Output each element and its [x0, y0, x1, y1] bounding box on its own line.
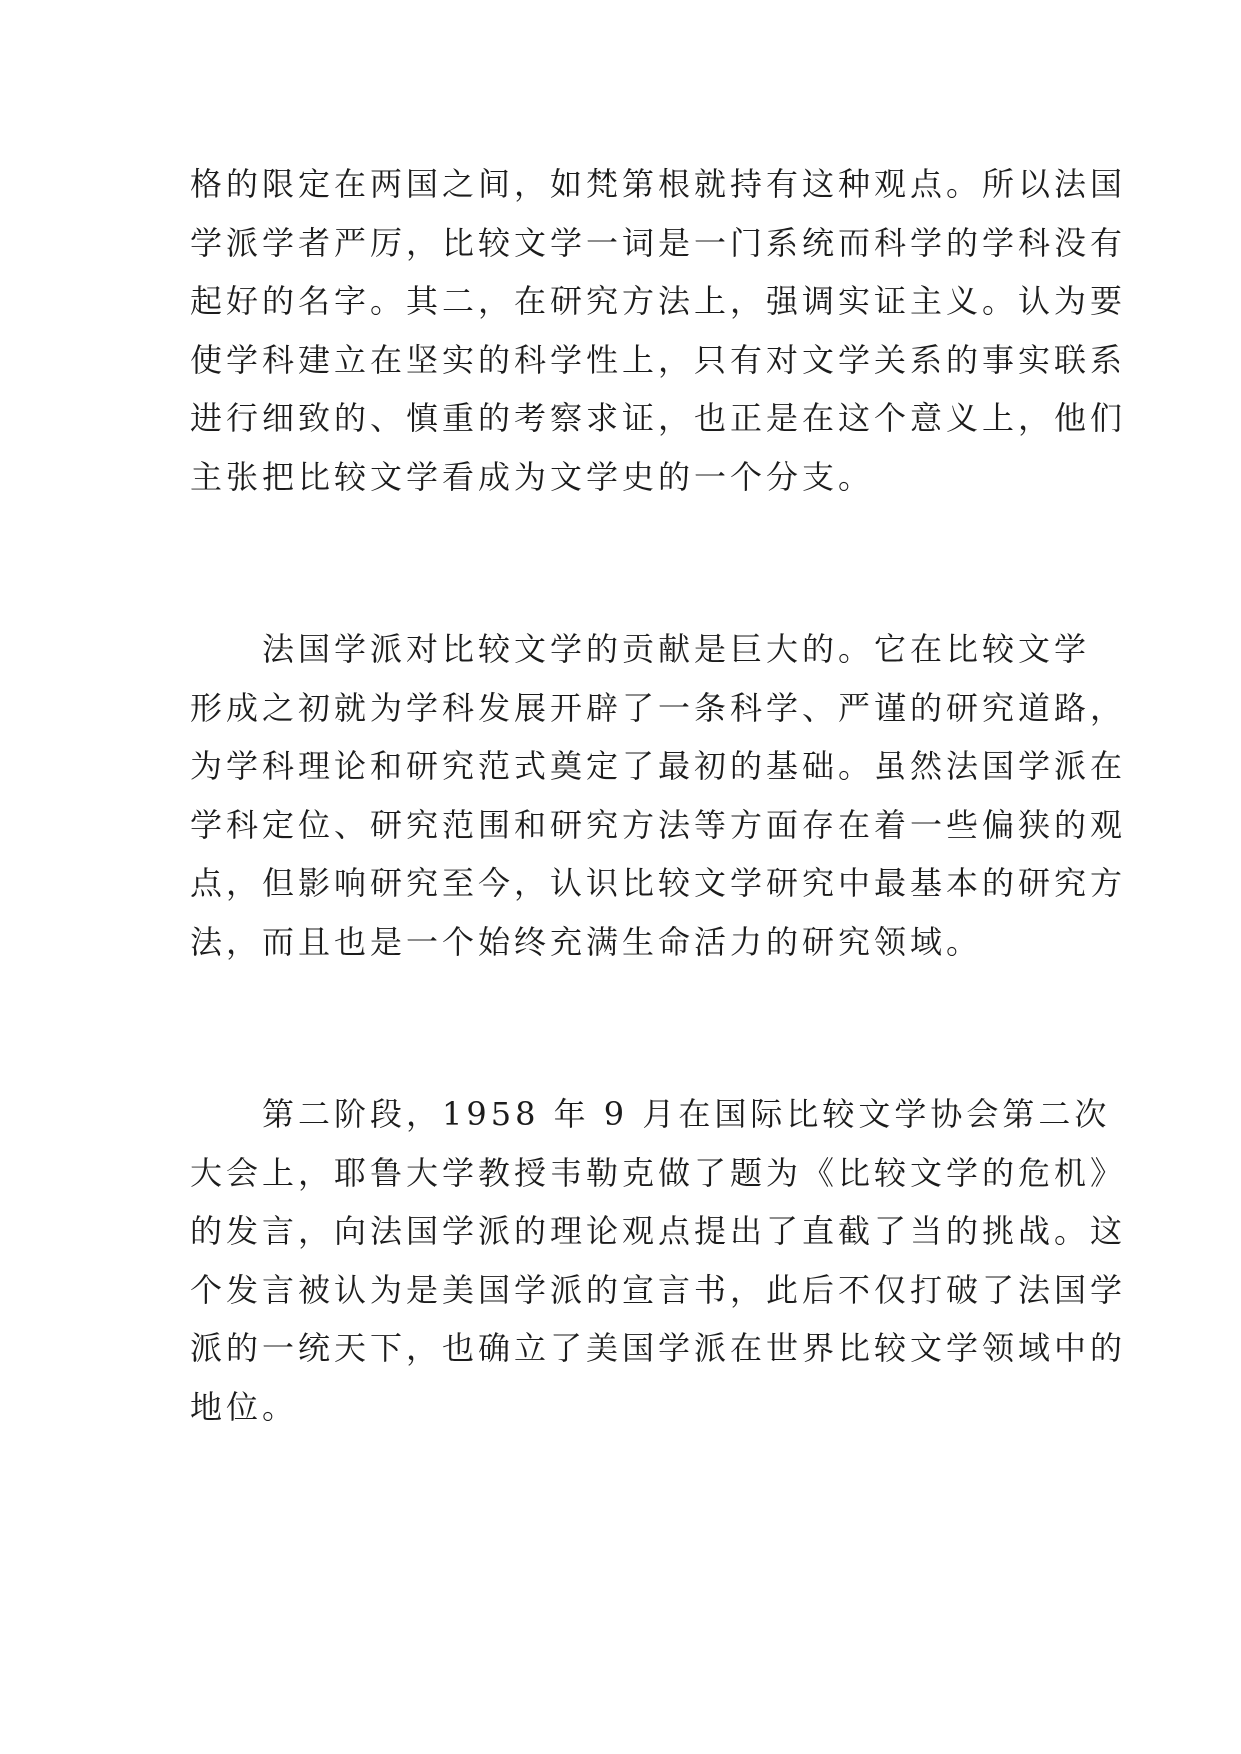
text-line: 使学科建立在坚实的科学性上，只有对文学关系的事实联系 [190, 340, 1127, 379]
paragraph-french-school-contribution [190, 620, 1127, 971]
text-line: 起好的名字。其二，在研究方法上，强调实证主义。认为要 [190, 282, 1127, 320]
text-line: 的发言，向法国学派的理论观点提出了直截了当的挑战。这 [190, 1212, 1127, 1250]
text-line: 第二阶段，1958 年 9 月在国际比较文学协会第二次 [190, 1095, 1111, 1133]
text-line: 格的限定在两国之间，如梵第根就持有这种观点。所以法国 [190, 165, 1127, 203]
text-line: 法国学派对比较文学的贡献是巨大的。它在比较文学 [190, 630, 1091, 668]
paragraph-second-stage [190, 1085, 1127, 1436]
text-line: 进行细致的、慎重的考察求证，也正是在这个意义上，他们 [190, 399, 1127, 437]
paragraph-french-school-limits [190, 155, 1127, 506]
text-line: 地位。 [190, 1387, 299, 1426]
text-line: 主张把比较文学看成为文学史的一个分支。 [190, 457, 875, 496]
text-line: 点，但影响研究至今，认识比较文学研究中最基本的研究方 [190, 864, 1127, 902]
text-line: 派的一统天下，也确立了美国学派在世界比较文学领域中的 [190, 1329, 1127, 1367]
text-line: 个发言被认为是美国学派的宣言书，此后不仅打破了法国学 [190, 1270, 1127, 1309]
text-line: 大会上，耶鲁大学教授韦勒克做了题为《比较文学的危机》 [190, 1153, 1127, 1192]
text-line: 法，而且也是一个始终充满生命活力的研究领域。 [190, 922, 983, 961]
text-line: 形成之初就为学科发展开辟了一条科学、严谨的研究道路， [190, 688, 1127, 727]
text-line: 学科定位、研究范围和研究方法等方面存在着一些偏狭的观 [190, 805, 1127, 844]
text-line: 为学科理论和研究范式奠定了最初的基础。虽然法国学派在 [190, 747, 1127, 785]
text-line: 学派学者严厉，比较文学一词是一门系统而科学的学科没有 [190, 223, 1127, 262]
